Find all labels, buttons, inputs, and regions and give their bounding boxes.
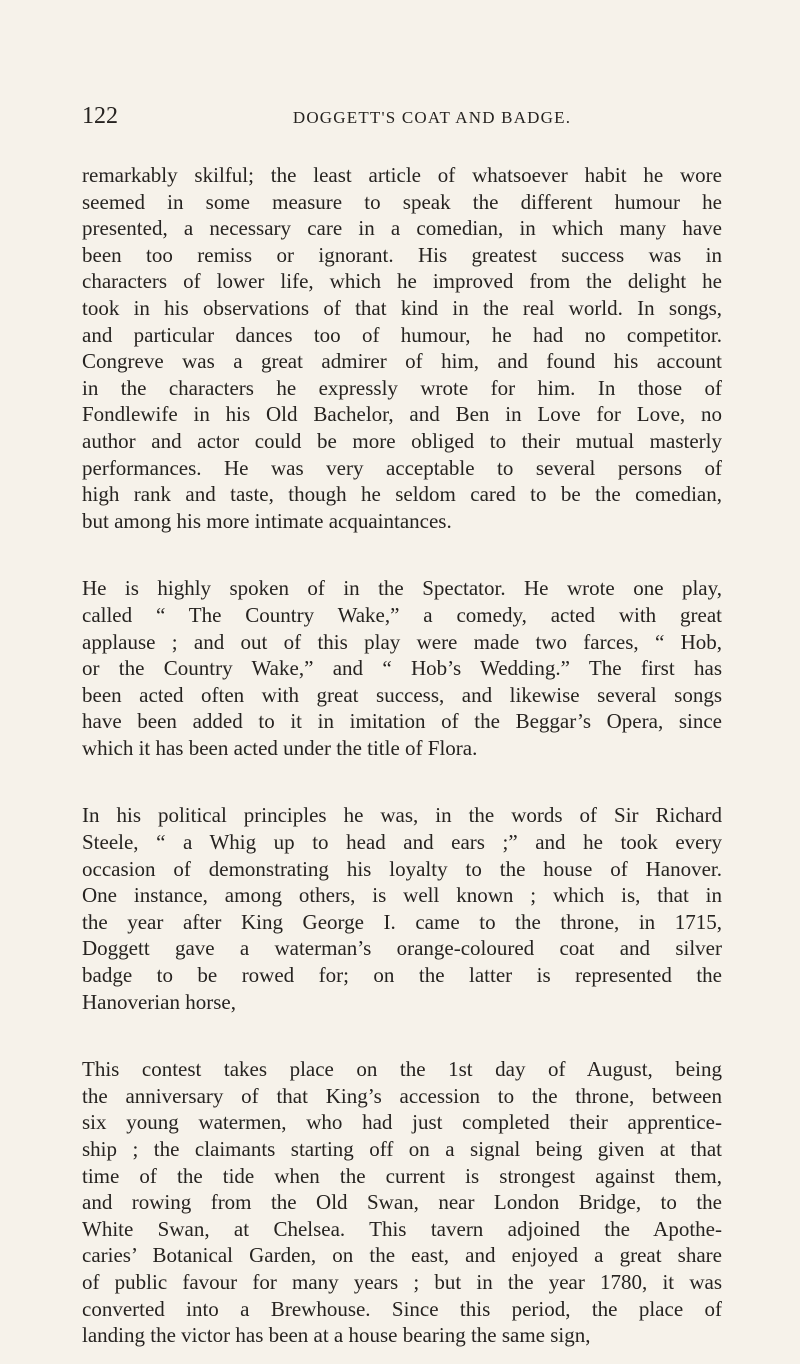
text-line: the year after King George I. came to the throne, in 1715, [82, 909, 722, 934]
text-line: characters of lower life, which he improved from the delight he [82, 269, 722, 294]
page-number: 122 [82, 103, 118, 129]
page-header [82, 104, 722, 134]
text-line: This contest takes place on the 1st day of August, being [82, 1057, 722, 1082]
text-line: Steele, “ a Whig up to head and ears ;” and he took every [82, 830, 722, 855]
text-line: performances. He was very acceptable to several persons of [82, 455, 722, 480]
text-line: remarkably skilful; the least article of whatsoever habit he wore [82, 163, 722, 187]
text-line: author and actor could be more obliged to their mutual masterly [82, 428, 722, 453]
text-line: and rowing from the Old Swan, near London Bridge, to the [82, 1190, 722, 1215]
text-line: In his political principles he was, in the words of Sir Richard [82, 803, 722, 828]
text-line: ship ; the claimants starting off on a signal being given at that [82, 1137, 722, 1161]
text-line: which it has been acted under the title of Flora. [82, 735, 478, 760]
text-line: six young watermen, who had just completed their apprentice- [82, 1110, 722, 1135]
text-line: Doggett gave a waterman’s orange-coloured coat and silver [82, 936, 722, 961]
paragraph [82, 575, 722, 761]
paragraph [82, 1056, 722, 1349]
text-line: of public favour for many years ; but in the year 1780, it was [82, 1269, 722, 1294]
text-line: been acted often with great success, and likewise several songs [82, 682, 722, 707]
text-line: took in his observations of that kind in the real world. In songs, [82, 295, 722, 320]
text-line: time of the tide when the current is strongest against them, [82, 1163, 722, 1188]
text-line: Hanoverian horse, [82, 989, 236, 1014]
text-line: He is highly spoken of in the Spectator. He wrote one play, [82, 576, 722, 601]
page-body [82, 162, 722, 1349]
text-line: the anniversary of that King’s accession to the throne, between [82, 1083, 722, 1108]
text-line: White Swan, at Chelsea. This tavern adjoined the Apothe- [82, 1216, 722, 1241]
text-line: presented, a necessary care in a comedian, in which many have [82, 216, 722, 241]
text-line: seemed in some measure to speak the different humour he [82, 189, 722, 214]
text-line: and particular dances too of humour, he had no competitor. [82, 322, 722, 347]
text-line: applause ; and out of this play were made two farces, “ Hob, [82, 629, 722, 654]
paragraph [82, 802, 722, 1015]
text-line: badge to be rowed for; on the latter is represented the [82, 963, 722, 988]
text-line: in the characters he expressly wrote for him. In those of [82, 375, 722, 400]
text-line: have been added to it in imitation of the Beggar’s Opera, since [82, 709, 722, 734]
text-line: Congreve was a great admirer of him, and found his account [82, 349, 722, 374]
text-line: occasion of demonstrating his loyalty to the house of Hanover. [82, 856, 722, 881]
text-line: One instance, among others, is well known ; which is, that in [82, 883, 722, 908]
text-line: called “ The Country Wake,” a comedy, acted with great [82, 602, 722, 627]
text-line: converted into a Brewhouse. Since this period, the place of [82, 1296, 722, 1321]
running-head: DOGGETT'S COAT AND BADGE. [292, 108, 572, 127]
text-line: high rank and taste, though he seldom cared to be the comedian, [82, 482, 722, 507]
text-line: landing the victor has been at a house bearing the same sign, [82, 1323, 591, 1348]
text-line: or the Country Wake,” and “ Hob’s Wedding.” The first has [82, 656, 722, 681]
text-line: been too remiss or ignorant. His greatest success was in [82, 242, 722, 267]
text-line: caries’ Botanical Garden, on the east, and enjoyed a great share [82, 1243, 722, 1268]
paragraph [82, 162, 722, 534]
text-line: Fondlewife in his Old Bachelor, and Ben in Love for Love, no [82, 402, 722, 427]
text-line: but among his more intimate acquaintances. [82, 508, 452, 533]
